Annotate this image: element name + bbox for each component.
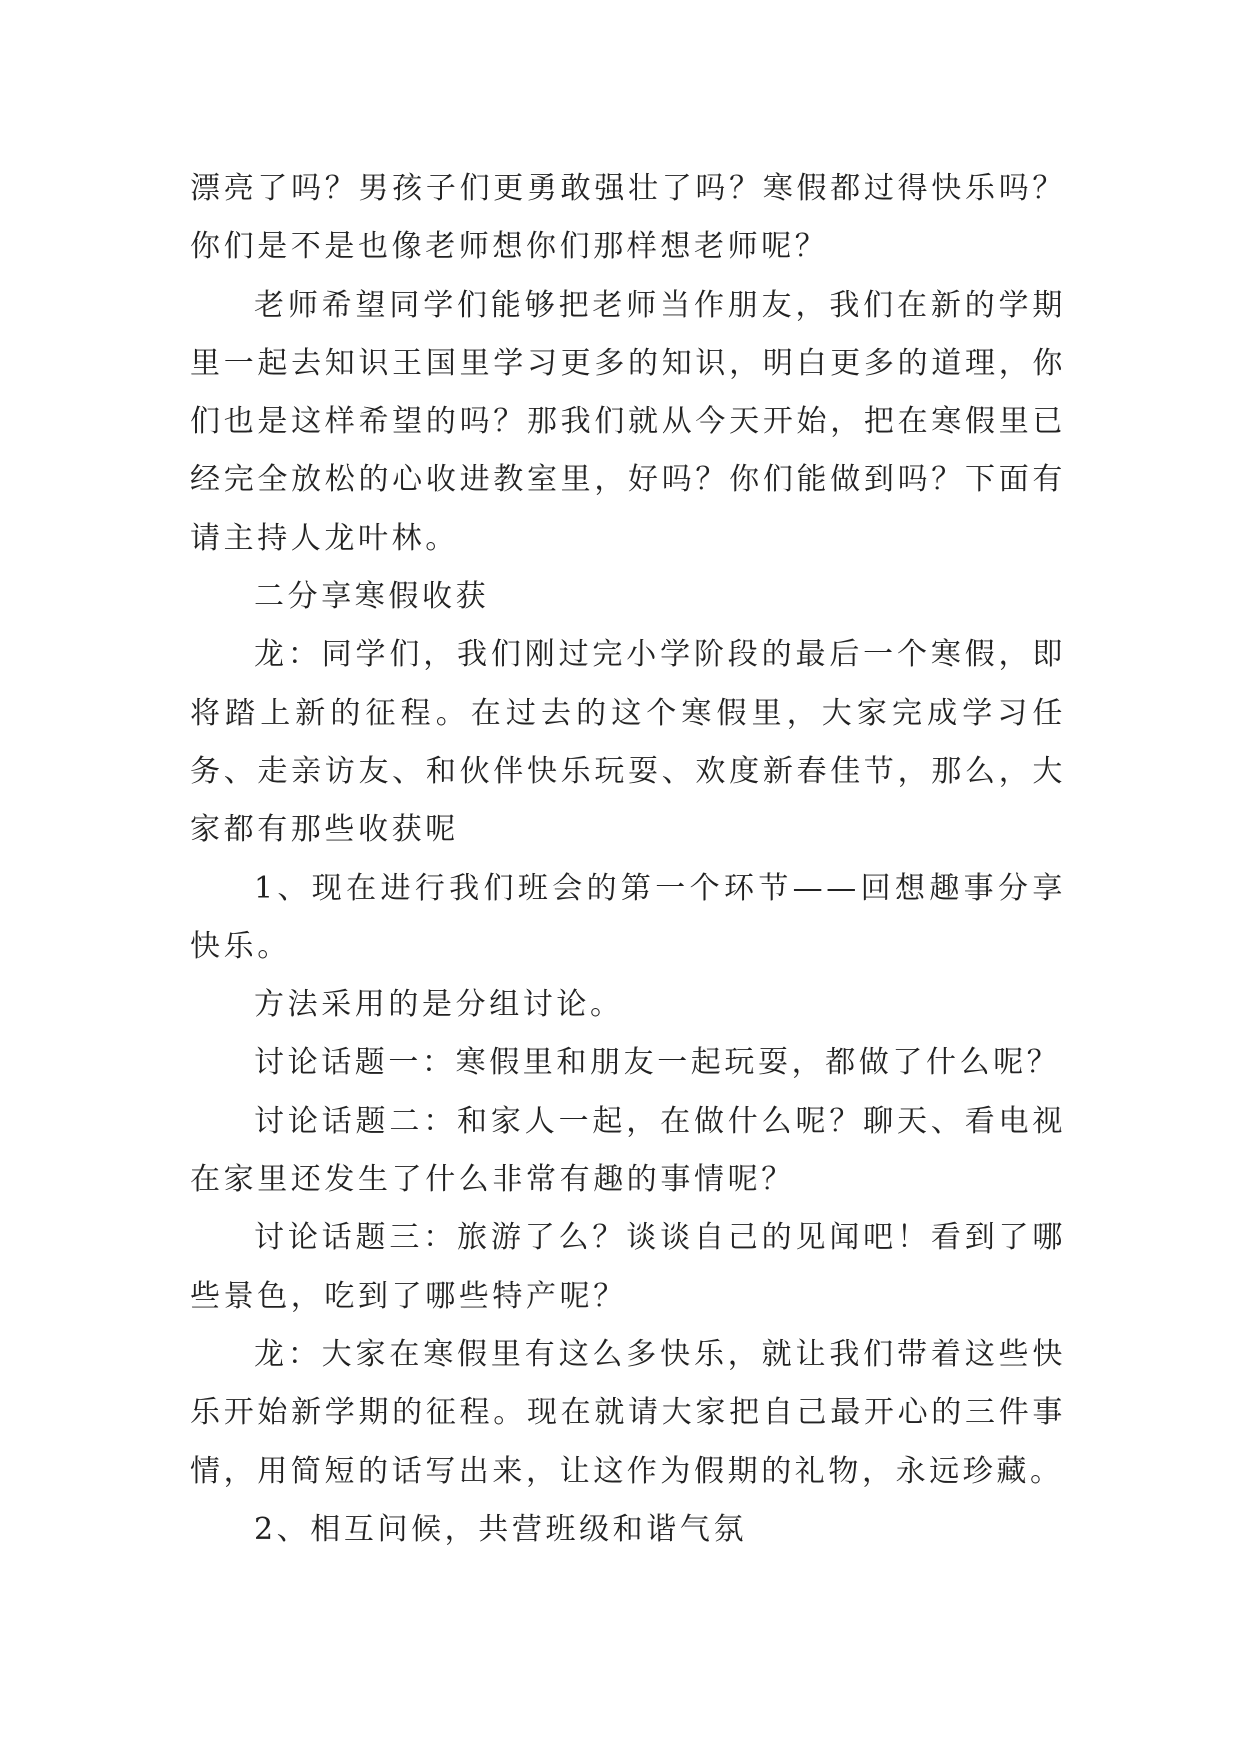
paragraph-method: 方法采用的是分组讨论。 bbox=[254, 987, 624, 1023]
paragraph-2: 老师希望同学们能够把老师当作朋友，我们在新的学期里一起去知识王国里学习更多的知识，明白更多的道理，你们也是这样希望的吗？那我们就从今天开始，把在寒假里已经完全放松的心收进教室里，好吗？你们能做到吗？下面有请主持人龙叶林。 bbox=[190, 287, 1066, 556]
paragraph-step-1: 1、现在进行我们班会的第一个环节——回想趣事分享快乐。 bbox=[190, 870, 1066, 964]
paragraph-topic-3: 讨论话题三：旅游了么？谈谈自己的见闻吧！看到了哪些景色，吃到了哪些特产呢？ bbox=[190, 1220, 1066, 1314]
paragraph-1: 漂亮了吗？男孩子们更勇敢强壮了吗？寒假都过得快乐吗？你们是不是也像老师想你们那样想老师呢？ bbox=[190, 171, 1066, 265]
section-heading-share-winter-gains: 二分享寒假收获 bbox=[254, 579, 490, 615]
paragraph-step-2: 2、相互问候，共营班级和谐气氛 bbox=[254, 1511, 748, 1547]
paragraph-host-closing: 龙：大家在寒假里有这么多快乐，就让我们带着这些快乐开始新学期的征程。现在就请大家把自己最开心的三件事情，用简短的话写出来，让这作为假期的礼物，永远珍藏。 bbox=[190, 1336, 1066, 1489]
paragraph-topic-2: 讨论话题二：和家人一起，在做什么呢？聊天、看电视在家里还发生了什么非常有趣的事情呢？ bbox=[190, 1103, 1066, 1198]
document-body bbox=[190, 160, 1066, 1559]
paragraph-topic-1: 讨论话题一：寒假里和朋友一起玩耍，都做了什么呢？ bbox=[254, 1045, 1061, 1081]
paragraph-host-intro: 龙：同学们，我们刚过完小学阶段的最后一个寒假，即将踏上新的征程。在过去的这个寒假里，大家完成学习任务、走亲访友、和伙伴快乐玩耍、欢度新春佳节，那么，大家都有那些收获呢 bbox=[190, 637, 1066, 848]
